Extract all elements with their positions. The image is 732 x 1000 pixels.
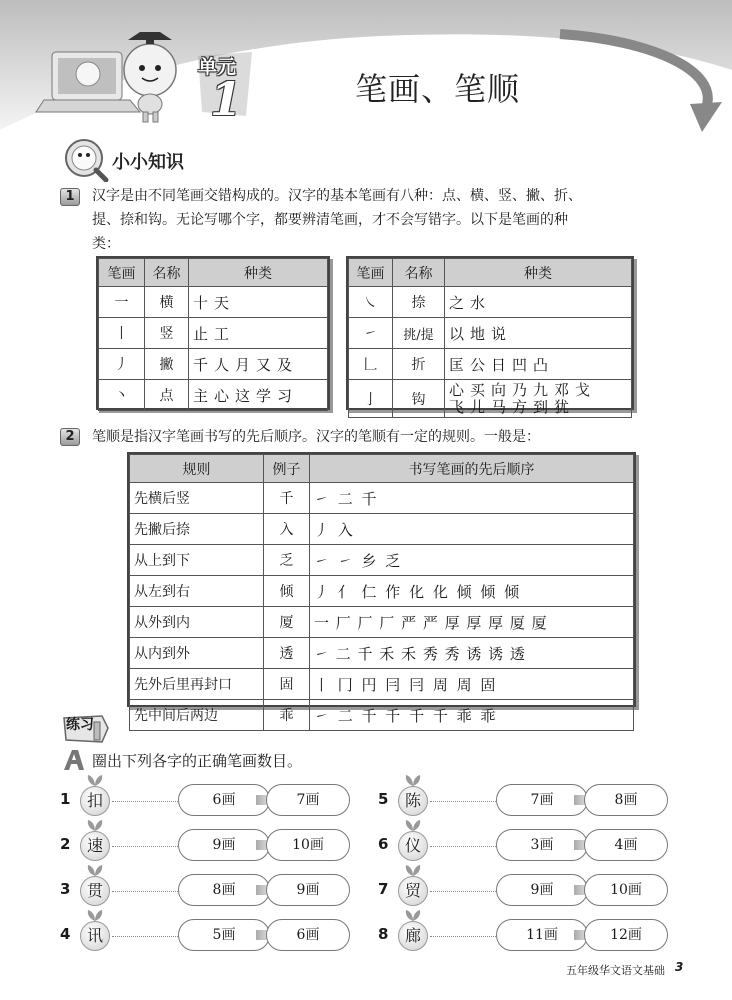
question-number: 6: [378, 835, 389, 853]
example-cell: 千: [264, 483, 310, 514]
section-2-text: 笔顺是指汉字笔画书写的先后顺序。汉字的笔顺有一定的规则。一般是：: [92, 429, 540, 445]
question-number: 4: [60, 925, 71, 943]
section-1-text: [92, 184, 692, 256]
leaf-icon: [404, 864, 422, 876]
section-2-badge: 2: [60, 428, 80, 446]
example-cell: 入: [264, 514, 310, 545]
table-row: [349, 318, 632, 349]
stroke-cell: ㇏: [349, 287, 393, 318]
option-button[interactable]: 11画: [496, 919, 588, 951]
example-cell: 厦: [264, 607, 310, 638]
name-cell: 撇: [145, 349, 189, 380]
unit-number: 1: [210, 72, 243, 126]
leaf-icon: [86, 819, 104, 831]
example-cell: 乖: [264, 700, 310, 731]
example-cell: 乏: [264, 545, 310, 576]
order-cell: ㇀ 二 千 禾 禾 秀 秀 诱 诱 透: [310, 638, 634, 669]
leaf-icon: [86, 774, 104, 786]
stroke-cell: 一: [99, 287, 145, 318]
examples-line-1: 心买向乃九邓戈: [449, 380, 597, 399]
option-button[interactable]: 6画: [178, 784, 270, 816]
order-cell: ㇀ ㇀ 乡 乏: [310, 545, 634, 576]
table-row: [130, 607, 634, 638]
rule-cell: 从外到内: [130, 607, 264, 638]
section-1-badge: 1: [60, 188, 80, 206]
examples-cell: 止工: [189, 318, 328, 349]
name-cell: 钩: [393, 380, 445, 418]
examples-cell: 千人月又及: [189, 349, 328, 380]
section-a-icon: [62, 748, 86, 772]
table-row: [99, 287, 328, 318]
col-header-example: 例子: [264, 455, 310, 483]
table-row: [130, 545, 634, 576]
name-cell: 点: [145, 380, 189, 411]
question-number: 8: [378, 925, 389, 943]
question-item: [378, 874, 678, 908]
question-item: [60, 829, 360, 863]
table-row: [349, 380, 632, 418]
order-cell: ㇀ 二 千 千 千 千 乖 乖: [310, 700, 634, 731]
rule-cell: 先外后里再封口: [130, 669, 264, 700]
option-button[interactable]: 7画: [496, 784, 588, 816]
leaf-icon: [404, 774, 422, 786]
rule-cell: 先中间后两边: [130, 700, 264, 731]
rule-cell: 从左到右: [130, 576, 264, 607]
rule-cell: 从内到外: [130, 638, 264, 669]
name-cell: 折: [393, 349, 445, 380]
stroke-cell: 亅: [349, 380, 393, 418]
option-button[interactable]: 8画: [178, 874, 270, 906]
question-item: [378, 919, 678, 953]
name-cell: 捺: [393, 287, 445, 318]
option-button[interactable]: 8画: [584, 784, 668, 816]
question-item: [378, 829, 678, 863]
examples-cell: [445, 380, 632, 418]
question-item: [60, 874, 360, 908]
question-item: [60, 919, 360, 953]
examples-cell: 主心这学习: [189, 380, 328, 411]
order-cell: 丨 冂 円 冃 冃 周 周 固: [310, 669, 634, 700]
question-number: 1: [60, 790, 71, 808]
col-header-examples: 种类: [189, 259, 328, 287]
question-number: 3: [60, 880, 71, 898]
name-cell: 挑/提: [393, 318, 445, 349]
question-character: 贸: [398, 876, 428, 906]
section-1-line-3: 类：: [92, 236, 120, 252]
col-header-rule: 规则: [130, 455, 264, 483]
stroke-cell: 丿: [99, 349, 145, 380]
col-header-stroke: 笔画: [99, 259, 145, 287]
section-1-line-1: 汉字是由不同笔画交错构成的。汉字的基本笔画有八种：点、横、竖、撇、折、: [92, 188, 582, 204]
option-button[interactable]: 9画: [266, 874, 350, 906]
order-cell: 一 厂 厂 厂 严 严 厚 厚 厚 厦 厦: [310, 607, 634, 638]
order-cell: ㇀ 二 千: [310, 483, 634, 514]
name-cell: 横: [145, 287, 189, 318]
leaf-icon: [86, 909, 104, 921]
col-header-order: 书写笔画的先后顺序: [310, 455, 634, 483]
leaf-icon: [404, 909, 422, 921]
option-button[interactable]: 12画: [584, 919, 668, 951]
rule-cell: 先横后竖: [130, 483, 264, 514]
leaf-icon: [404, 819, 422, 831]
examples-cell: 以地说: [445, 318, 632, 349]
stroke-cell: 丶: [99, 380, 145, 411]
stroke-cell: 𠃊: [349, 349, 393, 380]
practice-label: 练习: [66, 717, 94, 733]
table-row: [349, 287, 632, 318]
leaf-icon: [86, 864, 104, 876]
col-header-stroke: 笔画: [349, 259, 393, 287]
option-button[interactable]: 10画: [266, 829, 350, 861]
question-item: [60, 784, 360, 818]
table-row: [130, 669, 634, 700]
question-number: 5: [378, 790, 389, 808]
name-cell: 竖: [145, 318, 189, 349]
examples-cell: 匡公日凹凸: [445, 349, 632, 380]
col-header-name: 名称: [145, 259, 189, 287]
question-character: 廊: [398, 921, 428, 951]
stroke-table-left: [96, 256, 330, 410]
option-button[interactable]: 4画: [584, 829, 668, 861]
question-item: [378, 784, 678, 818]
table-row: [130, 514, 634, 545]
page-number: 3: [675, 960, 684, 974]
example-cell: 固: [264, 669, 310, 700]
examples-cell: 之水: [445, 287, 632, 318]
stroke-order-table: [127, 452, 636, 725]
page-title: 笔画、笔顺: [355, 70, 521, 108]
stroke-cell: ㇀: [349, 318, 393, 349]
option-button[interactable]: 10画: [584, 874, 668, 906]
unit-label: 单元: [198, 56, 237, 78]
order-cell: 丿 入: [310, 514, 634, 545]
footer-book-title: 五年级华文语文基础: [566, 964, 665, 977]
table-row: [99, 349, 328, 380]
question-character: 陈: [398, 786, 428, 816]
option-button[interactable]: 7画: [266, 784, 350, 816]
order-cell: 丿 亻 仁 作 化 化 倾 倾 倾: [310, 576, 634, 607]
table-row: [130, 483, 634, 514]
option-button[interactable]: 6画: [266, 919, 350, 951]
option-button[interactable]: 5画: [178, 919, 270, 951]
table-row: [130, 638, 634, 669]
section-1-line-2: 提、捺和钩。无论写哪个字，都要辨清笔画，才不会写错字。以下是笔画的种: [92, 212, 568, 228]
option-button[interactable]: 3画: [496, 829, 588, 861]
knowledge-heading: 小小知识: [112, 152, 184, 173]
question-character: 贯: [80, 876, 110, 906]
example-cell: 倾: [264, 576, 310, 607]
stroke-cell: 丨: [99, 318, 145, 349]
question-number: 2: [60, 835, 71, 853]
question-character: 讯: [80, 921, 110, 951]
col-header-name: 名称: [393, 259, 445, 287]
table-row: [130, 576, 634, 607]
examples-line-2: 飞儿马方到犹: [449, 397, 576, 416]
table-row: [99, 318, 328, 349]
rule-cell: 先撇后捺: [130, 514, 264, 545]
col-header-examples: 种类: [445, 259, 632, 287]
question-character: 速: [80, 831, 110, 861]
question-character: 仪: [398, 831, 428, 861]
examples-cell: 十天: [189, 287, 328, 318]
table-row: [99, 380, 328, 411]
stroke-table-right: [346, 256, 634, 416]
table-row: [130, 700, 634, 731]
practice-instruction: 圈出下列各字的正确笔画数目。: [92, 752, 303, 770]
question-number: 7: [378, 880, 389, 898]
option-button[interactable]: 9画: [496, 874, 588, 906]
option-button[interactable]: 9画: [178, 829, 270, 861]
example-cell: 透: [264, 638, 310, 669]
rule-cell: 从上到下: [130, 545, 264, 576]
table-row: [349, 349, 632, 380]
question-character: 扣: [80, 786, 110, 816]
